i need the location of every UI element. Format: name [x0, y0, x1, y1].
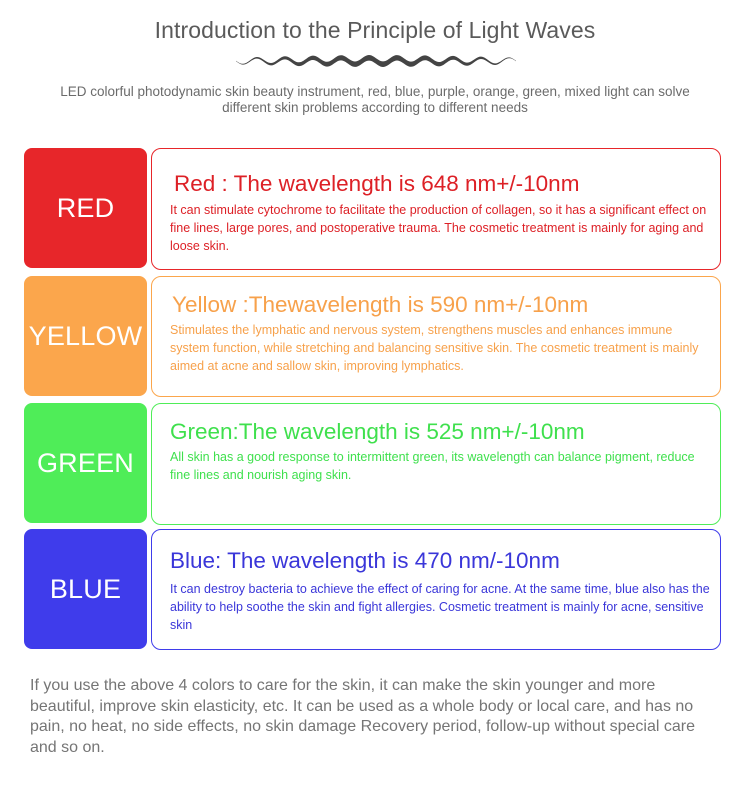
- color-label-blue: BLUE: [24, 529, 147, 649]
- color-label-red: RED: [24, 148, 147, 268]
- light-row-blue: [24, 529, 724, 653]
- wave-divider-icon: [236, 52, 516, 70]
- info-box-blue: [151, 529, 721, 650]
- info-box-green: [151, 403, 721, 525]
- color-label-green: GREEN: [24, 403, 147, 523]
- wavelength-title-green: Green:The wavelength is 525 nm+/-10nm: [170, 419, 585, 444]
- color-label-yellow: YELLOW: [24, 276, 147, 396]
- intro-text: LED colorful photodynamic skin beauty instrument, red, blue, purple, orange, green, mixed light can solve different skin problems according to different needs: [60, 84, 690, 115]
- description-red: It can stimulate cytochrome to facilitate the production of collagen, so it has a significant effect on fine lines, large pores, and postoperative trauma. The cosmetic treatment is mainly for aging and loose skin.: [170, 203, 707, 253]
- light-row-red: [24, 148, 724, 272]
- wavelength-title-blue: Blue: The wavelength is 470 nm/-10nm: [170, 548, 560, 573]
- description-green: All skin has a good response to intermittent green, its wavelength can balance pigment, reduce fine lines and nourish aging skin.: [170, 450, 695, 482]
- info-box-red: [151, 148, 721, 270]
- light-row-green: [24, 403, 724, 527]
- footer-text: If you use the above 4 colors to care for the skin, it can make the skin younger and more beautiful, improve skin elasticity, etc. It can be used as a whole body or local care, and has no pain, no heat, no side effects, no skin damage Recovery period, follow-up without special care and so on.: [30, 677, 695, 756]
- wavelength-title-red: Red : The wavelength is 648 nm+/-10nm: [174, 171, 580, 196]
- description-yellow: Stimulates the lymphatic and nervous system, strengthens muscles and enhances immune system function, while stretching and balancing sensitive skin. The cosmetic treatment is mainly aimed at acne and sallow skin, improving lymphatics.: [170, 323, 699, 373]
- page-title: Introduction to the Principle of Light Waves: [154, 17, 596, 43]
- info-box-yellow: [151, 276, 721, 397]
- description-blue: It can destroy bacteria to achieve the effect of caring for acne. At the same time, blue also has the ability to help soothe the skin and fight allergies. Cosmetic treatment is mainly for acne, sensitive skin: [170, 582, 710, 632]
- light-row-yellow: [24, 276, 724, 400]
- wavelength-title-yellow: Yellow :Thewavelength is 590 nm+/-10nm: [172, 292, 589, 317]
